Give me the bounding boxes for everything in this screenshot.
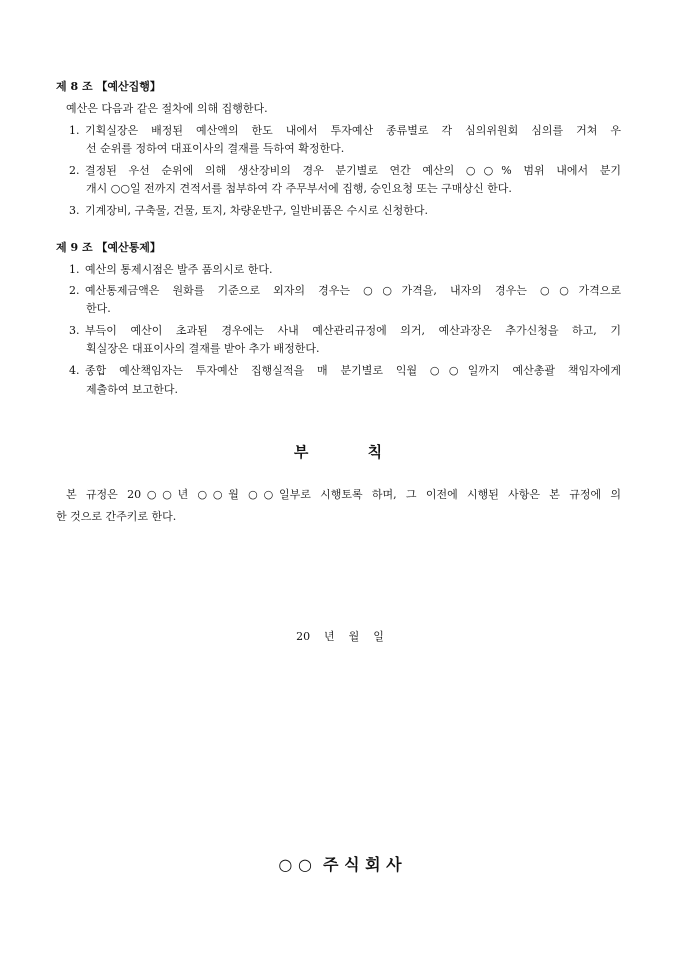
item-number: 3. (69, 324, 80, 337)
item-number: 1. (69, 124, 80, 137)
article-9-item-3-cont: 획실장은 대표이사의 결재를 받아 추가 배정한다. (86, 342, 320, 355)
date-line: 20 년 월 일 (296, 630, 384, 643)
article-9-heading: 제 9 조 【예산통제】 (56, 241, 161, 254)
article-8-item-2 (69, 164, 621, 178)
item-number: 2. (69, 284, 80, 297)
item-text: 예산의 통제시점은 발주 품의시로 한다. (85, 263, 273, 276)
article-8-heading: 제 8 조 【예산집행】 (56, 80, 161, 93)
item-text: 예산통제금액은 원화를 기준으로 외자의 경우는 ○○가격을, 내자의 경우는 ○○가격으로 (85, 284, 621, 297)
supplementary-text: 본 규정은 20○○년 ○○월 ○○일부로 시행토록 하며, 그 이전에 시행된 사항은 본 규정에 의 (66, 488, 621, 501)
article-8-item-2-cont: 개시 ○○일 전까지 견적서를 첨부하여 각 주무부서에 집행, 승인요청 또는 구매상신 한다. (86, 182, 512, 195)
supplementary-text-line-1 (56, 488, 621, 502)
supplementary-text-line-2: 한 것으로 간주키로 한다. (56, 510, 177, 523)
item-number: 2. (69, 164, 80, 177)
article-9-item-4 (69, 364, 621, 378)
item-number: 3. (69, 204, 80, 217)
supplementary-title: 부 칙 (293, 443, 387, 461)
company-name: ○ ○ 주 식 회 사 (278, 855, 402, 874)
item-number: 1. (69, 263, 80, 276)
item-number: 4. (69, 364, 80, 377)
article-8-item-1 (69, 124, 621, 138)
article-9-item-3 (69, 324, 621, 338)
article-9-item-1 (69, 263, 621, 277)
article-8-intro: 예산은 다음과 같은 절차에 의해 집행한다. (66, 102, 268, 115)
article-9-item-2-cont: 한다. (86, 302, 111, 315)
article-8-item-1-cont: 선 순위를 정하여 대표이사의 결재를 득하여 확정한다. (86, 142, 345, 155)
article-8-item-3 (69, 204, 621, 218)
item-text: 기획실장은 배정된 예산액의 한도 내에서 투자예산 종류별로 각 심의위원회 심의를 거쳐 우 (85, 124, 621, 137)
article-9-item-4-cont: 제출하여 보고한다. (86, 383, 179, 396)
item-text: 부득이 예산이 초과된 경우에는 사내 예산관리규정에 의거, 예산과장은 추가신청을 하고, 기 (85, 324, 621, 337)
article-9-item-2 (69, 284, 621, 298)
item-text: 결정된 우선 순위에 의해 생산장비의 경우 분기별로 연간 예산의 ○○% 범위 내에서 분기 (85, 164, 621, 177)
item-text: 기계장비, 구축물, 건물, 토지, 차량운반구, 일반비품은 수시로 신청한다. (85, 204, 428, 217)
item-text: 종합 예산책임자는 투자예산 집행실적을 매 분기별로 익월 ○○일까지 예산총괄 책임자에게 (85, 364, 621, 377)
